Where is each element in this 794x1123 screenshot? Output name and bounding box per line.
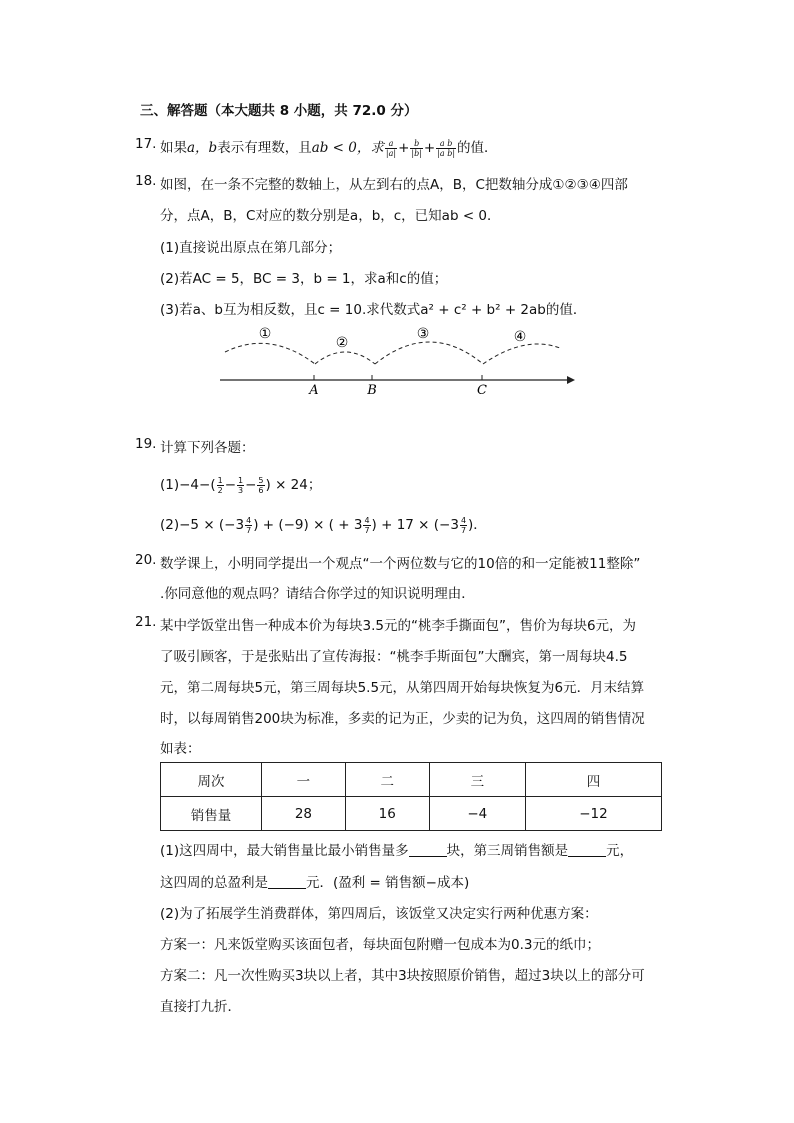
- question-21-sub1-line1: (1)这四周中，最大销售量比最小销售量多 块，第三周销售额是 元，: [160, 843, 634, 859]
- region-arc-2: [315, 352, 375, 364]
- region-label-3: ③: [416, 326, 430, 342]
- question-19-number: 19.: [135, 436, 157, 452]
- question-21-number: 21.: [135, 614, 157, 630]
- question-18-sub3: (3)若a、b互为相反数，且c = 10.求代数式a² + c² + b² + 2ab的值．: [160, 302, 587, 318]
- table-header-row: [161, 763, 662, 797]
- question-20-line2: .你同意他的观点吗？请结合你学过的知识说明理由．: [160, 586, 475, 602]
- question-19-part1: (1)−4−( $\frac{1}{2}$ − $\frac{1}{3}$ − $\frac{5}{6}$ ) × 24；: [160, 475, 322, 495]
- table-cell: 销售量: [161, 797, 262, 831]
- table-cell: 三: [429, 763, 525, 797]
- question-21-sub2: (2)为了拓展学生消费群体，第四周后，该饭堂又决定实行两种优惠方案：: [160, 906, 598, 922]
- question-17-text: 如果a，b表示有理数，且ab < 0，求 $\frac{a}{|a|}$ + $\frac{b}{|b|}$ + $\frac{\text{a b}}{\text{|a b|}}$ 的值．: [160, 138, 498, 158]
- table-cell: −4: [429, 797, 525, 831]
- region-arc-3: [375, 342, 483, 364]
- section-title: 三、解答题（本大题共 8 小题，共 72.0 分）: [140, 103, 418, 119]
- table-cell: 一: [262, 763, 346, 797]
- answer-blank[interactable]: [268, 876, 306, 889]
- region-label-4: ④: [513, 329, 527, 345]
- region-label-1: ①: [258, 326, 272, 342]
- axis-arrow: [567, 376, 575, 384]
- table-cell: 二: [345, 763, 429, 797]
- question-18-line1: 如图，在一条不完整的数轴上，从左到右的点A，B，C把数轴分成①②③④四部: [160, 177, 628, 193]
- number-line-figure: [215, 320, 585, 400]
- question-21-sub1-line2: 这四周的总盈利是 元．(盈利 = 销售额−成本): [160, 875, 470, 891]
- point-label-c: C: [477, 383, 487, 398]
- answer-blank[interactable]: [409, 844, 447, 857]
- question-21-line5: 如表：: [160, 741, 201, 757]
- table-row: [161, 797, 662, 831]
- question-19-part2: (2)−5 × (−3 $\frac{4}{7}$ ) + (−9) × ( + 3 $\frac{4}{7}$ ) + 17 × (−3 $\frac{4}{7}$ )．: [160, 515, 487, 535]
- region-arc-4: [483, 344, 560, 364]
- question-21-plan2-line2: 直接打九折．: [160, 999, 241, 1015]
- question-18-sub2: (2)若AC = 5，BC = 3，b = 1，求a和c的值；: [160, 271, 448, 287]
- question-21-line4: 时，以每周销售200块为标准，多卖的记为正，少卖的记为负，这四周的销售情况: [160, 711, 645, 727]
- region-arc-1: [225, 343, 315, 364]
- question-21-plan2-line1: 方案二：凡一次性购买3块以上者，其中3块按照原价销售，超过3块以上的部分可: [160, 968, 645, 984]
- answer-blank[interactable]: [568, 844, 606, 857]
- point-label-b: B: [367, 383, 377, 398]
- question-18-number: 18.: [135, 173, 157, 189]
- table-cell: 四: [526, 763, 662, 797]
- table-cell: −12: [526, 797, 662, 831]
- question-21-line2: 了吸引顾客，于是张贴出了宣传海报：“桃李手斯面包”大酬宾，第一周每块4.5: [160, 649, 628, 665]
- question-21-line3: 元，第二周每块5元，第三周每块5.5元，从第四周开始每块恢复为6元．月末结算: [160, 680, 645, 696]
- question-20-number: 20.: [135, 552, 157, 568]
- question-18-line2: 分，点A，B，C对应的数分别是a，b，c，已知ab < 0．: [160, 208, 501, 224]
- region-label-2: ②: [335, 335, 349, 351]
- question-20-line1: 数学课上，小明同学提出一个观点“一个两位数与它的10倍的和一定能被11整除”: [160, 556, 641, 572]
- question-17-number: 17.: [135, 136, 157, 152]
- question-19-title: 计算下列各题：: [160, 440, 255, 456]
- table-cell: 28: [262, 797, 346, 831]
- question-21-line1: 某中学饭堂出售一种成本价为每块3.5元的“桃李手撕面包”，售价为每块6元，为: [160, 618, 637, 634]
- sales-table: [160, 762, 662, 831]
- question-18-sub1: (1)直接说出原点在第几部分；: [160, 240, 342, 256]
- point-label-a: A: [309, 383, 319, 398]
- table-cell: 周次: [161, 763, 262, 797]
- table-cell: 16: [345, 797, 429, 831]
- question-21-plan1: 方案一：凡来饭堂购买该面包者，每块面包附赠一包成本为0.3元的纸巾；: [160, 937, 600, 953]
